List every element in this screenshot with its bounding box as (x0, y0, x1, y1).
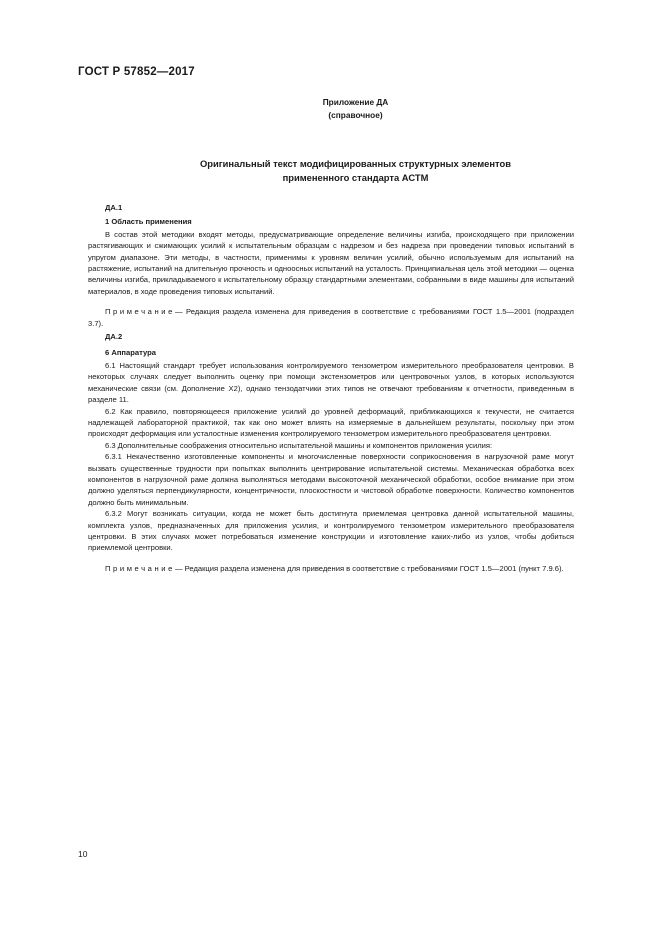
appendix-label-block (0, 96, 661, 122)
appendix-title (0, 157, 661, 184)
title-line-1: Оригинальный текст модифицированных структурных элементов (199, 158, 512, 169)
paragraph-6-3: 6.3 Дополнительные соображения относительно испытательной машины и компонентов приложения усилия: (105, 440, 493, 450)
note-label: Примечание (105, 307, 175, 317)
paragraph-6-3-2: 6.3.2 Могут возникать ситуации, когда не может быть достигнута приемлемая центровка данной испытательной машины, комплекта узлов, предназначенных для приложения усилия, и контролируемого тензометром измерительного преобразователя центровки. В этих случаях может потребоваться изменение конструкции и изготовление каких-либо из узлов, чтобы добиться приемлемой центровки. (88, 509, 574, 553)
standard-code: ГОСТ Р 57852—2017 (78, 66, 195, 78)
section-id-da2: ДА.2 (105, 332, 123, 342)
note-da2 (88, 563, 574, 574)
appendix-label: Приложение ДА (322, 97, 389, 107)
document-body (88, 202, 574, 576)
section-heading-apparatus: 6 Аппаратура (105, 348, 156, 358)
page-number: 10 (78, 849, 88, 859)
section-id-da1: ДА.1 (105, 203, 123, 212)
note-text: — Редакция раздела изменена для приведения в соответствие с требованиями ГОСТ 1.5—2001 (подраздел 3.7). (88, 307, 574, 328)
note-da1 (88, 306, 574, 329)
section-heading-scope: 1 Область применения (105, 217, 192, 227)
appendix-kind: (справочное) (328, 110, 383, 120)
scope-paragraph: В состав этой методики входят методы, предусматривающие определение величины изгиба, происходящего при приложении растягивающих и сжимающих усилий к испытательным образцам с надрезом и без надреза при проведении типовых испытаний в упругом диапазоне. Эти методы, в частности, применимы к уровням величин усилий, обычно используемым для испытаний на растяжение, испытаний на длительную прочность и одноосных испытаний на усталость. Принципиальная цель этой методики — оценка величины изгиба, прикладываемого к испытательному образцу стандартными элементами, собранными в виде машины для испытаний материалов, в ходе проведения типовых испытаний. (88, 229, 574, 296)
paragraph-6-1: 6.1 Настоящий стандарт требует использования контролируемого тензометром измерительного преобразователя центровки. В некоторых случаях следует выполнить оценку при помощи экстензометров или центровочных узлов, в которых используются механические связи (см. Дополнение X2), однако тензодатчики этих типов не отвечают требованиям к отчетности, приведенным в разделе 11. (88, 360, 574, 405)
note-text: — Редакция раздела изменена для приведения в соответствие с требованиями ГОСТ 1.5—2001 (пункт 7.9.6). (174, 563, 564, 573)
paragraph-6-3-1: 6.3.1 Некачественно изготовленные компоненты и многочисленные поверхности соприкосновения в нагрузочной раме могут вызвать существенные трудности при попытках выполнить центрирование испытательной системы. Механическая обработка всех компонентов в нагрузочной раме должна выполняться методами высокоточной механической обработки, особое внимание при этом должно уделяться перпендикулярности, концентричности, плоскостности и чистовой обработке поверхности. Количество компонентов должно быть минимальным. (88, 452, 574, 507)
paragraph-6-2: 6.2 Как правило, повторяющееся приложение усилий до уровней деформаций, приближающихся к текучести, не считается надлежащей лабораторной практикой, так как оно может влиять на измеряемые в дальнейшем результаты, поскольку при этом происходят деформация или усталостные изменения контролируемого тензометром измерительного преобразователя центровки. (88, 406, 574, 439)
title-line-2: примененного стандарта АСТМ (282, 171, 429, 183)
note-label: Примечание (105, 563, 175, 573)
